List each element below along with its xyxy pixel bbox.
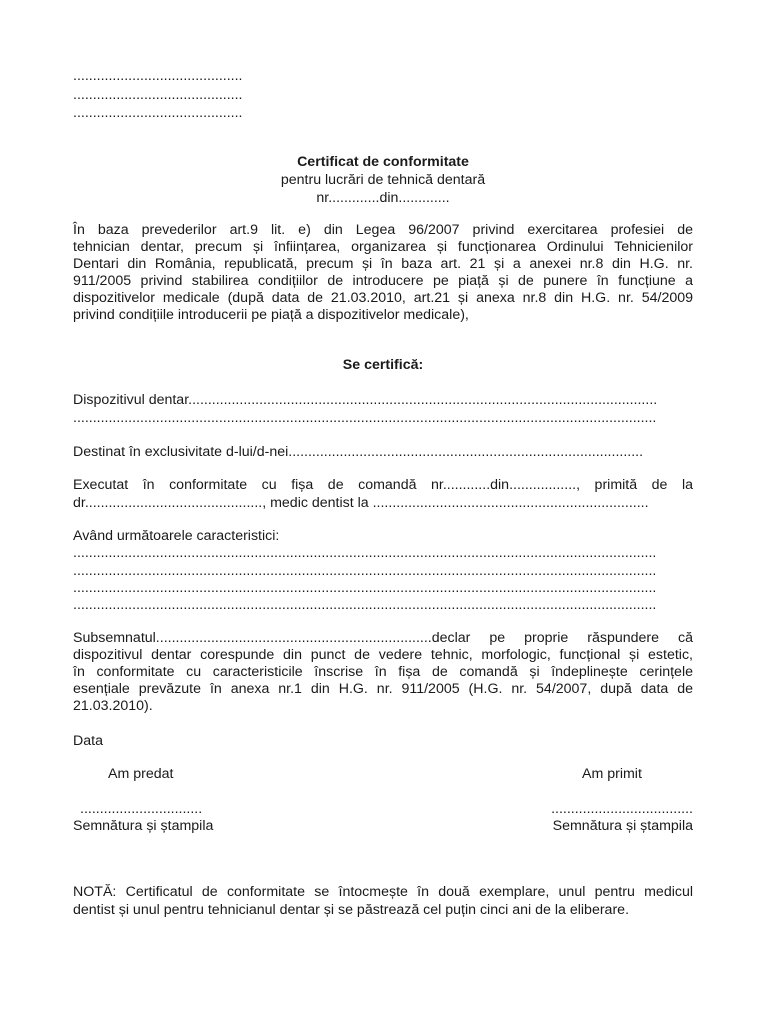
right-signature-label: Semnătura și ștampila xyxy=(552,818,693,834)
header-line-3: ........................................... xyxy=(73,105,243,121)
date-label: Data xyxy=(73,733,103,749)
document-title: Certificat de conformitate xyxy=(297,154,469,170)
certifies-heading: Se certifică: xyxy=(342,357,424,373)
header-line-1: ........................................... xyxy=(73,68,243,84)
note-line-2: dentist și unul pentru tehnicianul dentar și se păstrează cel puțin cinci ani de la eliberare. xyxy=(73,902,630,918)
preamble-line-1: În baza prevederilor art.9 lit. e) din Legea 96/2007 privind exercitarea profesiei de xyxy=(73,222,693,238)
declaration-line-3: în conformitate cu caracteristicile înscrise în fișa de comandă și îndeplinește cerințele xyxy=(73,664,693,680)
characteristics-line-3: .................................................................................................................................................... xyxy=(73,580,657,596)
document-subtitle: pentru lucrări de tehnică dentară xyxy=(280,172,486,188)
device-field-line-1: Dispozitivul dentar....................................................................................................................... xyxy=(73,392,658,408)
characteristics-line-4: .................................................................................................................................................... xyxy=(73,597,657,613)
preamble-line-5: dispozitivelor medicale (după data de 21.03.2010, art.21 și anexa nr.8 din H.G. nr. 54/2009 xyxy=(73,290,693,306)
characteristics-line-1: .................................................................................................................................................... xyxy=(73,545,657,561)
right-signature-line: .................................... xyxy=(551,801,693,817)
declaration-line-4: esențiale prevăzute în anexa nr.1 din H.G. nr. 911/2005 (H.G. nr. 54/2007, după data de xyxy=(73,681,693,697)
characteristics-line-2: .................................................................................................................................................... xyxy=(73,563,657,579)
handed-over-label: Am predat xyxy=(108,766,174,782)
declaration-line-2: dispozitivul dentar corespunde din punct de vedere tehnic, morfologic, funcțional și estetic, xyxy=(73,647,693,663)
left-signature-label: Semnătura și ștampila xyxy=(73,818,214,834)
document-number-line: nr.............din............. xyxy=(316,190,450,206)
preamble-line-6: privind condițiile introducerii pe piață a dispozitivelor medicale), xyxy=(73,307,469,323)
device-field-line-2: .................................................................................................................................................... xyxy=(73,410,657,426)
preamble-line-3: Dentari din România, republicată, precum și în baza art. 21 și a anexei nr.8 din H.G. nr. xyxy=(73,256,693,272)
characteristics-label: Având următoarele caracteristici: xyxy=(73,528,280,544)
executed-field-line-1: Executat în conformitate cu fișa de comandă nr............din................., primită de la xyxy=(73,477,693,493)
left-signature-line: ............................... xyxy=(80,801,203,817)
declaration-line-5: 21.03.2010). xyxy=(73,698,153,714)
received-label: Am primit xyxy=(582,766,642,782)
note-line-1: NOTĂ: Certificatul de conformitate se întocmește în două exemplare, unul pentru medicul xyxy=(73,884,693,900)
header-line-2: ........................................... xyxy=(73,87,243,103)
destined-field: Destinat în exclusivitate d-lui/d-nei.......................................................................................... xyxy=(73,444,644,460)
executed-field-line-2: dr............................................., medic dentist la ...................................................................... xyxy=(73,495,649,511)
preamble-line-2: tehnician dentar, precum și înființarea, organizarea și funcționarea Ordinului Tehnicienilor xyxy=(73,239,693,255)
preamble-line-4: 911/2005 privind stabilirea condițiilor de introducere pe piață și de punere în funcțiune a xyxy=(73,273,693,289)
declaration-line-1: Subsemnatul......................................................................declar pe proprie răspundere că xyxy=(73,630,693,646)
